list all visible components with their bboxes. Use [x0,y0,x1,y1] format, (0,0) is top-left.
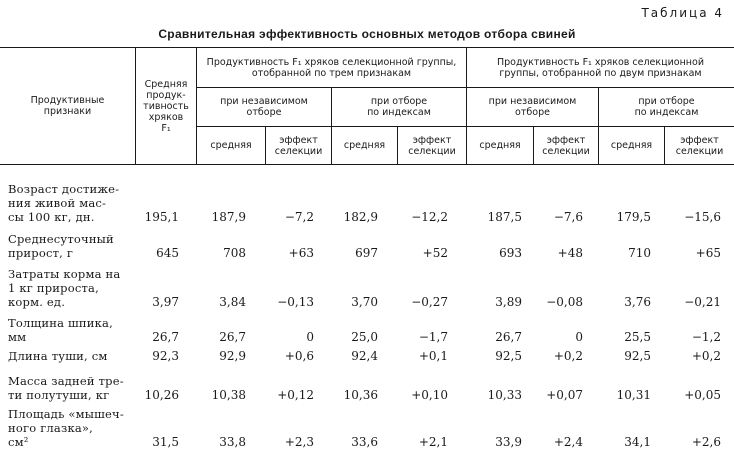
table-cell: 92,3 [152,349,179,363]
table-cell: 10,38 [211,388,246,402]
table-cell: −7,2 [284,210,314,224]
table-cell: +0,07 [546,388,583,402]
table-cell: 182,9 [343,210,378,224]
row-label: Длина туши, см [8,349,108,363]
table-cell: −0,13 [277,295,314,309]
header-effect-1: эффект селекции [274,134,323,157]
table-cell: 697 [355,246,378,260]
table-cell: +0,10 [411,388,448,402]
table-cell: +2,1 [418,435,448,449]
table-cell: +0,1 [418,349,448,363]
table-cell: −15,6 [684,210,721,224]
table-cell: 92,5 [624,349,651,363]
table-cell: +65 [695,246,721,260]
table-cell: −1,2 [691,330,721,344]
table-cell: −7,6 [553,210,583,224]
table-cell: 10,33 [487,388,522,402]
header-avg-productivity: Средняя продук- тивность хряков F₁ [143,78,189,134]
header-group-three: Продуктивность F₁ хряков селекционной группы, отобранной по трем признакам [206,56,457,79]
header-mean-4: средняя [610,140,653,151]
table-title: Сравнительная эффективность основных методов отбора свиней [158,27,576,41]
table-cell: 10,26 [144,388,179,402]
table-cell: 25,5 [624,330,651,344]
header-index-two: при отборе по индексам [634,96,699,118]
table-cell: 31,5 [152,435,179,449]
table-cell: +48 [557,246,583,260]
header-mean-1: средняя [210,140,252,151]
header-effect-4: эффект селекции [675,134,724,157]
header-bottom-rule [0,164,734,165]
table-cell: 708 [223,246,246,260]
table-cell: +2,3 [284,435,314,449]
row-label: Площадь «мышеч- ного глазка», см² [8,407,124,449]
table-cell: 645 [156,246,179,260]
row-label: Возраст достиже- ния живой мас- сы 100 кг, дн. [8,182,120,224]
table-cell: 26,7 [219,330,246,344]
header-mean-3: средняя [479,140,521,151]
table-cell: 34,1 [624,435,651,449]
header-independent-three: при независимом отборе [220,96,308,118]
header-group-two: Продуктивность F₁ хряков селекционной группы, отобранной по двум признакам [496,56,705,79]
table-cell: 0 [575,330,583,344]
header-mean-2: средняя [343,140,386,151]
table-cell: 92,4 [351,349,378,363]
table-cell: 195,1 [144,210,179,224]
table-cell: 25,0 [351,330,378,344]
table-cell: −0,08 [546,295,583,309]
table-cell: 33,9 [495,435,522,449]
table-cell: 3,89 [495,295,522,309]
table-cell: 3,76 [624,295,651,309]
table-cell: +2,4 [553,435,583,449]
table-cell: 693 [499,246,522,260]
table-cell: +2,6 [691,435,721,449]
table-cell: 187,9 [211,210,246,224]
header-effect-3: эффект селекции [542,134,590,157]
header-traits: Продуктивные признаки [30,95,105,117]
row-label: Затраты корма на 1 кг прироста, корм. ед. [8,267,121,309]
table-cell: +0,6 [284,349,314,363]
table-cell: 710 [628,246,651,260]
header-index-three: при отборе по индексам [367,96,431,118]
table-number: Таблица 4 [641,6,724,20]
header-effect-2: эффект селекции [408,134,456,157]
table-cell: +0,12 [277,388,314,402]
row-label: Толщина шпика, мм [8,316,113,344]
table-cell: 187,5 [487,210,522,224]
table-cell: +0,2 [553,349,583,363]
header-independent-two: при независимом отборе [488,96,577,118]
table-cell: 0 [306,330,314,344]
row-label: Среднесуточный прирост, г [8,232,114,260]
table-cell: −1,7 [418,330,448,344]
table-cell: 26,7 [495,330,522,344]
table-cell: 3,84 [219,295,246,309]
table-cell: +52 [422,246,448,260]
table-cell: 33,6 [351,435,378,449]
table-cell: −0,27 [411,295,448,309]
row-label: Масса задней тре- ти полутуши, кг [8,374,124,402]
table-cell: 26,7 [152,330,179,344]
table-cell: 10,31 [616,388,651,402]
table-cell: −0,21 [684,295,721,309]
table-cell: 92,9 [219,349,246,363]
table-cell: 10,36 [343,388,378,402]
table-cell: +0,05 [684,388,721,402]
table-cell: −12,2 [411,210,448,224]
table-cell: 3,70 [351,295,378,309]
table-cell: 3,97 [152,295,179,309]
table-cell: +0,2 [691,349,721,363]
table-cell: +63 [288,246,314,260]
table-cell: 33,8 [219,435,246,449]
table-cell: 179,5 [616,210,651,224]
table-cell: 92,5 [495,349,522,363]
